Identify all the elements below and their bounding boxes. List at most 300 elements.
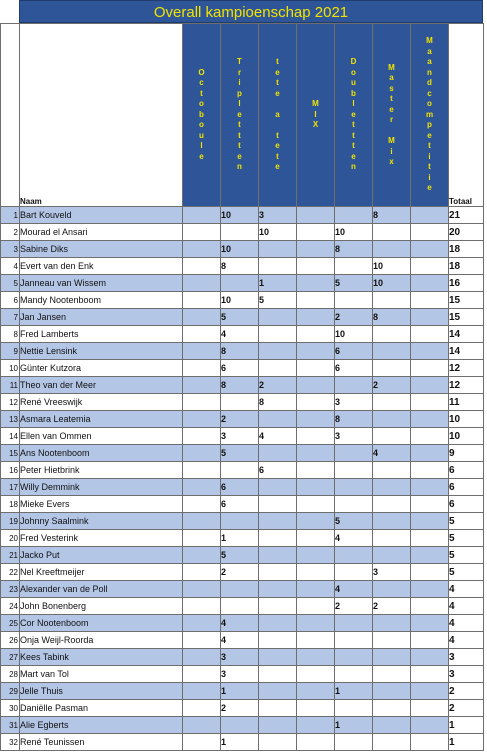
score-cell[interactable] — [411, 207, 449, 224]
total-cell[interactable]: 12 — [449, 360, 484, 377]
score-cell[interactable] — [335, 207, 373, 224]
total-cell[interactable]: 14 — [449, 326, 484, 343]
score-cell[interactable]: 6 — [221, 496, 259, 513]
total-cell[interactable]: 5 — [449, 530, 484, 547]
table-row[interactable] — [1, 649, 484, 666]
score-cell[interactable] — [411, 411, 449, 428]
score-cell[interactable] — [411, 734, 449, 751]
score-cell[interactable] — [373, 649, 411, 666]
total-cell[interactable]: 12 — [449, 377, 484, 394]
score-cell[interactable] — [183, 666, 221, 683]
score-cell[interactable]: 6 — [335, 360, 373, 377]
table-row[interactable] — [1, 564, 484, 581]
table-row[interactable] — [1, 258, 484, 275]
score-cell[interactable] — [411, 700, 449, 717]
score-cell[interactable] — [411, 649, 449, 666]
score-cell[interactable] — [373, 224, 411, 241]
player-name[interactable]: Peter Hietbrink — [20, 462, 183, 479]
total-cell[interactable]: 4 — [449, 615, 484, 632]
table-row[interactable] — [1, 496, 484, 513]
player-name[interactable]: René Vreeswijk — [20, 394, 183, 411]
score-cell[interactable] — [373, 683, 411, 700]
player-name[interactable]: Jacko Put — [20, 547, 183, 564]
score-cell[interactable] — [297, 326, 335, 343]
score-cell[interactable]: 6 — [335, 343, 373, 360]
score-cell[interactable] — [183, 530, 221, 547]
table-row[interactable] — [1, 292, 484, 309]
score-cell[interactable] — [259, 258, 297, 275]
score-cell[interactable] — [411, 683, 449, 700]
score-cell[interactable] — [221, 598, 259, 615]
score-cell[interactable] — [183, 445, 221, 462]
table-row[interactable] — [1, 207, 484, 224]
score-cell[interactable] — [259, 496, 297, 513]
score-cell[interactable] — [183, 479, 221, 496]
score-cell[interactable] — [183, 275, 221, 292]
score-cell[interactable] — [335, 377, 373, 394]
table-row[interactable] — [1, 224, 484, 241]
table-row[interactable] — [1, 700, 484, 717]
score-cell[interactable] — [297, 241, 335, 258]
score-cell[interactable]: 5 — [221, 309, 259, 326]
score-cell[interactable]: 6 — [259, 462, 297, 479]
total-cell[interactable]: 11 — [449, 394, 484, 411]
score-cell[interactable] — [259, 581, 297, 598]
score-cell[interactable] — [297, 547, 335, 564]
score-cell[interactable]: 10 — [221, 241, 259, 258]
score-cell[interactable] — [183, 734, 221, 751]
score-cell[interactable] — [259, 717, 297, 734]
score-cell[interactable] — [297, 683, 335, 700]
score-cell[interactable] — [183, 683, 221, 700]
player-name[interactable]: Fred Lamberts — [20, 326, 183, 343]
score-cell[interactable] — [335, 700, 373, 717]
table-row[interactable] — [1, 411, 484, 428]
score-cell[interactable] — [259, 666, 297, 683]
total-cell[interactable]: 9 — [449, 445, 484, 462]
score-cell[interactable] — [411, 530, 449, 547]
score-cell[interactable] — [297, 513, 335, 530]
total-cell[interactable]: 3 — [449, 666, 484, 683]
score-cell[interactable]: 5 — [259, 292, 297, 309]
score-cell[interactable]: 10 — [373, 275, 411, 292]
score-cell[interactable] — [183, 496, 221, 513]
score-cell[interactable]: 6 — [221, 360, 259, 377]
score-cell[interactable] — [259, 564, 297, 581]
total-cell[interactable]: 14 — [449, 343, 484, 360]
score-cell[interactable] — [297, 479, 335, 496]
player-name[interactable]: Alie Egberts — [20, 717, 183, 734]
score-cell[interactable] — [297, 615, 335, 632]
table-row[interactable] — [1, 598, 484, 615]
player-name[interactable]: Sabine Diks — [20, 241, 183, 258]
table-row[interactable] — [1, 377, 484, 394]
score-cell[interactable] — [411, 581, 449, 598]
score-cell[interactable] — [411, 258, 449, 275]
score-cell[interactable]: 2 — [335, 309, 373, 326]
player-name[interactable]: Janneau van Wissem — [20, 275, 183, 292]
score-cell[interactable] — [183, 513, 221, 530]
score-cell[interactable] — [297, 632, 335, 649]
score-cell[interactable]: 4 — [373, 445, 411, 462]
score-cell[interactable] — [335, 615, 373, 632]
score-cell[interactable] — [411, 326, 449, 343]
table-row[interactable] — [1, 581, 484, 598]
score-cell[interactable] — [411, 479, 449, 496]
score-cell[interactable] — [335, 445, 373, 462]
score-cell[interactable] — [259, 734, 297, 751]
player-name[interactable]: Mieke Evers — [20, 496, 183, 513]
total-cell[interactable]: 10 — [449, 428, 484, 445]
total-cell[interactable]: 21 — [449, 207, 484, 224]
score-cell[interactable] — [411, 564, 449, 581]
score-cell[interactable] — [411, 462, 449, 479]
total-cell[interactable]: 15 — [449, 292, 484, 309]
score-cell[interactable] — [373, 479, 411, 496]
score-cell[interactable] — [411, 377, 449, 394]
score-cell[interactable]: 8 — [335, 411, 373, 428]
player-name[interactable]: Ellen van Ommen — [20, 428, 183, 445]
player-name[interactable]: Mart van Tol — [20, 666, 183, 683]
score-cell[interactable]: 10 — [259, 224, 297, 241]
score-cell[interactable] — [297, 411, 335, 428]
score-cell[interactable] — [411, 428, 449, 445]
score-cell[interactable] — [335, 649, 373, 666]
score-cell[interactable] — [411, 496, 449, 513]
table-row[interactable] — [1, 394, 484, 411]
score-cell[interactable] — [335, 734, 373, 751]
score-cell[interactable] — [373, 734, 411, 751]
score-cell[interactable] — [411, 241, 449, 258]
player-name[interactable]: Theo van der Meer — [20, 377, 183, 394]
score-cell[interactable]: 8 — [373, 309, 411, 326]
score-cell[interactable]: 2 — [335, 598, 373, 615]
table-row[interactable] — [1, 666, 484, 683]
player-name[interactable]: Jelle Thuis — [20, 683, 183, 700]
score-cell[interactable] — [221, 581, 259, 598]
total-cell[interactable]: 6 — [449, 479, 484, 496]
score-cell[interactable] — [221, 275, 259, 292]
player-name[interactable]: Ans Nootenboom — [20, 445, 183, 462]
score-cell[interactable]: 10 — [373, 258, 411, 275]
table-row[interactable] — [1, 632, 484, 649]
score-cell[interactable] — [373, 513, 411, 530]
score-cell[interactable] — [297, 496, 335, 513]
score-cell[interactable] — [335, 258, 373, 275]
score-cell[interactable]: 4 — [221, 326, 259, 343]
score-cell[interactable] — [411, 309, 449, 326]
score-cell[interactable] — [183, 292, 221, 309]
score-cell[interactable] — [297, 734, 335, 751]
score-cell[interactable] — [183, 547, 221, 564]
table-row[interactable] — [1, 530, 484, 547]
table-row[interactable] — [1, 360, 484, 377]
score-cell[interactable]: 4 — [221, 632, 259, 649]
score-cell[interactable] — [183, 241, 221, 258]
score-cell[interactable] — [297, 360, 335, 377]
score-cell[interactable] — [183, 428, 221, 445]
score-cell[interactable] — [259, 700, 297, 717]
player-name[interactable]: Günter Kutzora — [20, 360, 183, 377]
score-cell[interactable] — [297, 394, 335, 411]
player-name[interactable]: Bart Kouveld — [20, 207, 183, 224]
score-cell[interactable] — [411, 292, 449, 309]
table-row[interactable] — [1, 513, 484, 530]
total-cell[interactable]: 4 — [449, 632, 484, 649]
score-cell[interactable]: 3 — [221, 649, 259, 666]
score-cell[interactable] — [297, 275, 335, 292]
player-name[interactable]: Mourad el Ansari — [20, 224, 183, 241]
player-name[interactable]: Cor Nootenboom — [20, 615, 183, 632]
score-cell[interactable] — [335, 666, 373, 683]
score-cell[interactable] — [297, 700, 335, 717]
score-cell[interactable] — [373, 581, 411, 598]
score-cell[interactable] — [411, 547, 449, 564]
total-cell[interactable]: 6 — [449, 462, 484, 479]
score-cell[interactable] — [183, 309, 221, 326]
score-cell[interactable] — [259, 547, 297, 564]
score-cell[interactable] — [335, 564, 373, 581]
score-cell[interactable] — [183, 207, 221, 224]
table-row[interactable] — [1, 683, 484, 700]
score-cell[interactable]: 2 — [259, 377, 297, 394]
score-cell[interactable] — [335, 496, 373, 513]
score-cell[interactable] — [259, 530, 297, 547]
score-cell[interactable]: 3 — [373, 564, 411, 581]
total-cell[interactable]: 20 — [449, 224, 484, 241]
score-cell[interactable] — [259, 649, 297, 666]
player-name[interactable]: Nettie Lensink — [20, 343, 183, 360]
score-cell[interactable] — [221, 224, 259, 241]
table-row[interactable] — [1, 445, 484, 462]
player-name[interactable]: Onja Weijl-Roorda — [20, 632, 183, 649]
score-cell[interactable] — [297, 564, 335, 581]
score-cell[interactable] — [373, 326, 411, 343]
score-cell[interactable]: 5 — [335, 513, 373, 530]
score-cell[interactable] — [221, 717, 259, 734]
score-cell[interactable] — [259, 632, 297, 649]
score-cell[interactable] — [297, 224, 335, 241]
score-cell[interactable]: 5 — [221, 547, 259, 564]
score-cell[interactable] — [297, 666, 335, 683]
score-cell[interactable]: 2 — [221, 411, 259, 428]
table-row[interactable] — [1, 717, 484, 734]
score-cell[interactable]: 10 — [221, 292, 259, 309]
score-cell[interactable] — [259, 241, 297, 258]
table-row[interactable] — [1, 462, 484, 479]
score-cell[interactable] — [183, 411, 221, 428]
score-cell[interactable] — [183, 377, 221, 394]
score-cell[interactable]: 1 — [335, 683, 373, 700]
score-cell[interactable] — [411, 394, 449, 411]
score-cell[interactable]: 3 — [221, 428, 259, 445]
score-cell[interactable] — [183, 700, 221, 717]
total-cell[interactable]: 5 — [449, 564, 484, 581]
score-cell[interactable] — [183, 564, 221, 581]
score-cell[interactable] — [373, 632, 411, 649]
player-name[interactable]: Willy Demmink — [20, 479, 183, 496]
player-name[interactable]: Daniëlle Pasman — [20, 700, 183, 717]
score-cell[interactable] — [373, 462, 411, 479]
score-cell[interactable] — [373, 428, 411, 445]
score-cell[interactable] — [373, 666, 411, 683]
score-cell[interactable]: 4 — [259, 428, 297, 445]
score-cell[interactable] — [411, 666, 449, 683]
score-cell[interactable] — [297, 530, 335, 547]
score-cell[interactable] — [259, 513, 297, 530]
player-name[interactable]: Nel Kreeftmeijer — [20, 564, 183, 581]
score-cell[interactable]: 10 — [335, 224, 373, 241]
total-cell[interactable]: 2 — [449, 683, 484, 700]
total-cell[interactable]: 6 — [449, 496, 484, 513]
score-cell[interactable] — [297, 649, 335, 666]
score-cell[interactable] — [297, 309, 335, 326]
score-cell[interactable] — [183, 462, 221, 479]
player-name[interactable]: Kees Tabink — [20, 649, 183, 666]
player-name[interactable]: John Bonenberg — [20, 598, 183, 615]
score-cell[interactable] — [373, 700, 411, 717]
score-cell[interactable] — [183, 394, 221, 411]
score-cell[interactable] — [297, 428, 335, 445]
score-cell[interactable] — [183, 224, 221, 241]
score-cell[interactable] — [259, 360, 297, 377]
score-cell[interactable]: 8 — [373, 207, 411, 224]
score-cell[interactable]: 3 — [259, 207, 297, 224]
score-cell[interactable]: 2 — [221, 564, 259, 581]
score-cell[interactable]: 1 — [221, 530, 259, 547]
score-cell[interactable] — [183, 360, 221, 377]
score-cell[interactable]: 8 — [221, 377, 259, 394]
score-cell[interactable]: 3 — [335, 428, 373, 445]
score-cell[interactable] — [373, 394, 411, 411]
score-cell[interactable] — [297, 598, 335, 615]
total-cell[interactable]: 5 — [449, 547, 484, 564]
score-cell[interactable] — [373, 343, 411, 360]
score-cell[interactable] — [373, 547, 411, 564]
score-cell[interactable] — [259, 445, 297, 462]
score-cell[interactable] — [411, 275, 449, 292]
table-row[interactable] — [1, 275, 484, 292]
score-cell[interactable] — [297, 343, 335, 360]
score-cell[interactable]: 8 — [221, 343, 259, 360]
score-cell[interactable] — [259, 343, 297, 360]
score-cell[interactable] — [297, 717, 335, 734]
score-cell[interactable] — [183, 581, 221, 598]
score-cell[interactable] — [183, 326, 221, 343]
score-cell[interactable]: 5 — [335, 275, 373, 292]
score-cell[interactable] — [335, 632, 373, 649]
score-cell[interactable]: 8 — [259, 394, 297, 411]
table-row[interactable] — [1, 428, 484, 445]
score-cell[interactable]: 2 — [373, 598, 411, 615]
score-cell[interactable] — [183, 258, 221, 275]
table-row[interactable] — [1, 547, 484, 564]
score-cell[interactable] — [297, 292, 335, 309]
score-cell[interactable]: 2 — [373, 377, 411, 394]
score-cell[interactable]: 2 — [221, 700, 259, 717]
table-row[interactable] — [1, 343, 484, 360]
score-cell[interactable] — [259, 598, 297, 615]
total-cell[interactable]: 18 — [449, 241, 484, 258]
score-cell[interactable] — [373, 496, 411, 513]
total-cell[interactable]: 3 — [449, 649, 484, 666]
player-name[interactable]: Alexander van de Poll — [20, 581, 183, 598]
score-cell[interactable] — [259, 615, 297, 632]
score-cell[interactable] — [297, 377, 335, 394]
table-row[interactable] — [1, 241, 484, 258]
score-cell[interactable] — [335, 292, 373, 309]
score-cell[interactable]: 1 — [221, 683, 259, 700]
score-cell[interactable] — [221, 462, 259, 479]
total-cell[interactable]: 10 — [449, 411, 484, 428]
score-cell[interactable] — [297, 258, 335, 275]
player-name[interactable]: Asmara Leatemia — [20, 411, 183, 428]
score-cell[interactable] — [411, 360, 449, 377]
score-cell[interactable] — [297, 207, 335, 224]
score-cell[interactable]: 10 — [221, 207, 259, 224]
table-row[interactable] — [1, 479, 484, 496]
score-cell[interactable]: 4 — [221, 615, 259, 632]
score-cell[interactable] — [373, 241, 411, 258]
score-cell[interactable] — [411, 632, 449, 649]
score-cell[interactable]: 6 — [221, 479, 259, 496]
score-cell[interactable] — [259, 326, 297, 343]
total-cell[interactable]: 1 — [449, 734, 484, 751]
score-cell[interactable] — [221, 394, 259, 411]
score-cell[interactable] — [297, 581, 335, 598]
total-cell[interactable]: 15 — [449, 309, 484, 326]
score-cell[interactable] — [411, 343, 449, 360]
score-cell[interactable] — [183, 598, 221, 615]
score-cell[interactable]: 3 — [335, 394, 373, 411]
score-cell[interactable] — [183, 632, 221, 649]
score-cell[interactable] — [373, 360, 411, 377]
score-cell[interactable] — [335, 479, 373, 496]
score-cell[interactable]: 8 — [221, 258, 259, 275]
score-cell[interactable] — [259, 479, 297, 496]
player-name[interactable]: Evert van den Enk — [20, 258, 183, 275]
total-cell[interactable]: 18 — [449, 258, 484, 275]
table-row[interactable] — [1, 615, 484, 632]
total-cell[interactable]: 2 — [449, 700, 484, 717]
score-cell[interactable]: 5 — [221, 445, 259, 462]
score-cell[interactable] — [411, 513, 449, 530]
score-cell[interactable] — [335, 462, 373, 479]
player-name[interactable]: Johnny Saalmink — [20, 513, 183, 530]
score-cell[interactable]: 1 — [259, 275, 297, 292]
score-cell[interactable] — [221, 513, 259, 530]
score-cell[interactable] — [373, 615, 411, 632]
score-cell[interactable] — [183, 343, 221, 360]
score-cell[interactable] — [183, 615, 221, 632]
score-cell[interactable]: 1 — [221, 734, 259, 751]
score-cell[interactable] — [411, 445, 449, 462]
table-row[interactable] — [1, 734, 484, 751]
total-cell[interactable]: 1 — [449, 717, 484, 734]
score-cell[interactable]: 1 — [335, 717, 373, 734]
total-cell[interactable]: 5 — [449, 513, 484, 530]
score-cell[interactable] — [373, 530, 411, 547]
total-cell[interactable]: 4 — [449, 598, 484, 615]
player-name[interactable]: Fred Vesterink — [20, 530, 183, 547]
score-cell[interactable] — [335, 547, 373, 564]
table-row[interactable] — [1, 309, 484, 326]
score-cell[interactable]: 10 — [335, 326, 373, 343]
player-name[interactable]: René Teunissen — [20, 734, 183, 751]
total-cell[interactable]: 16 — [449, 275, 484, 292]
score-cell[interactable] — [297, 462, 335, 479]
score-cell[interactable] — [411, 224, 449, 241]
